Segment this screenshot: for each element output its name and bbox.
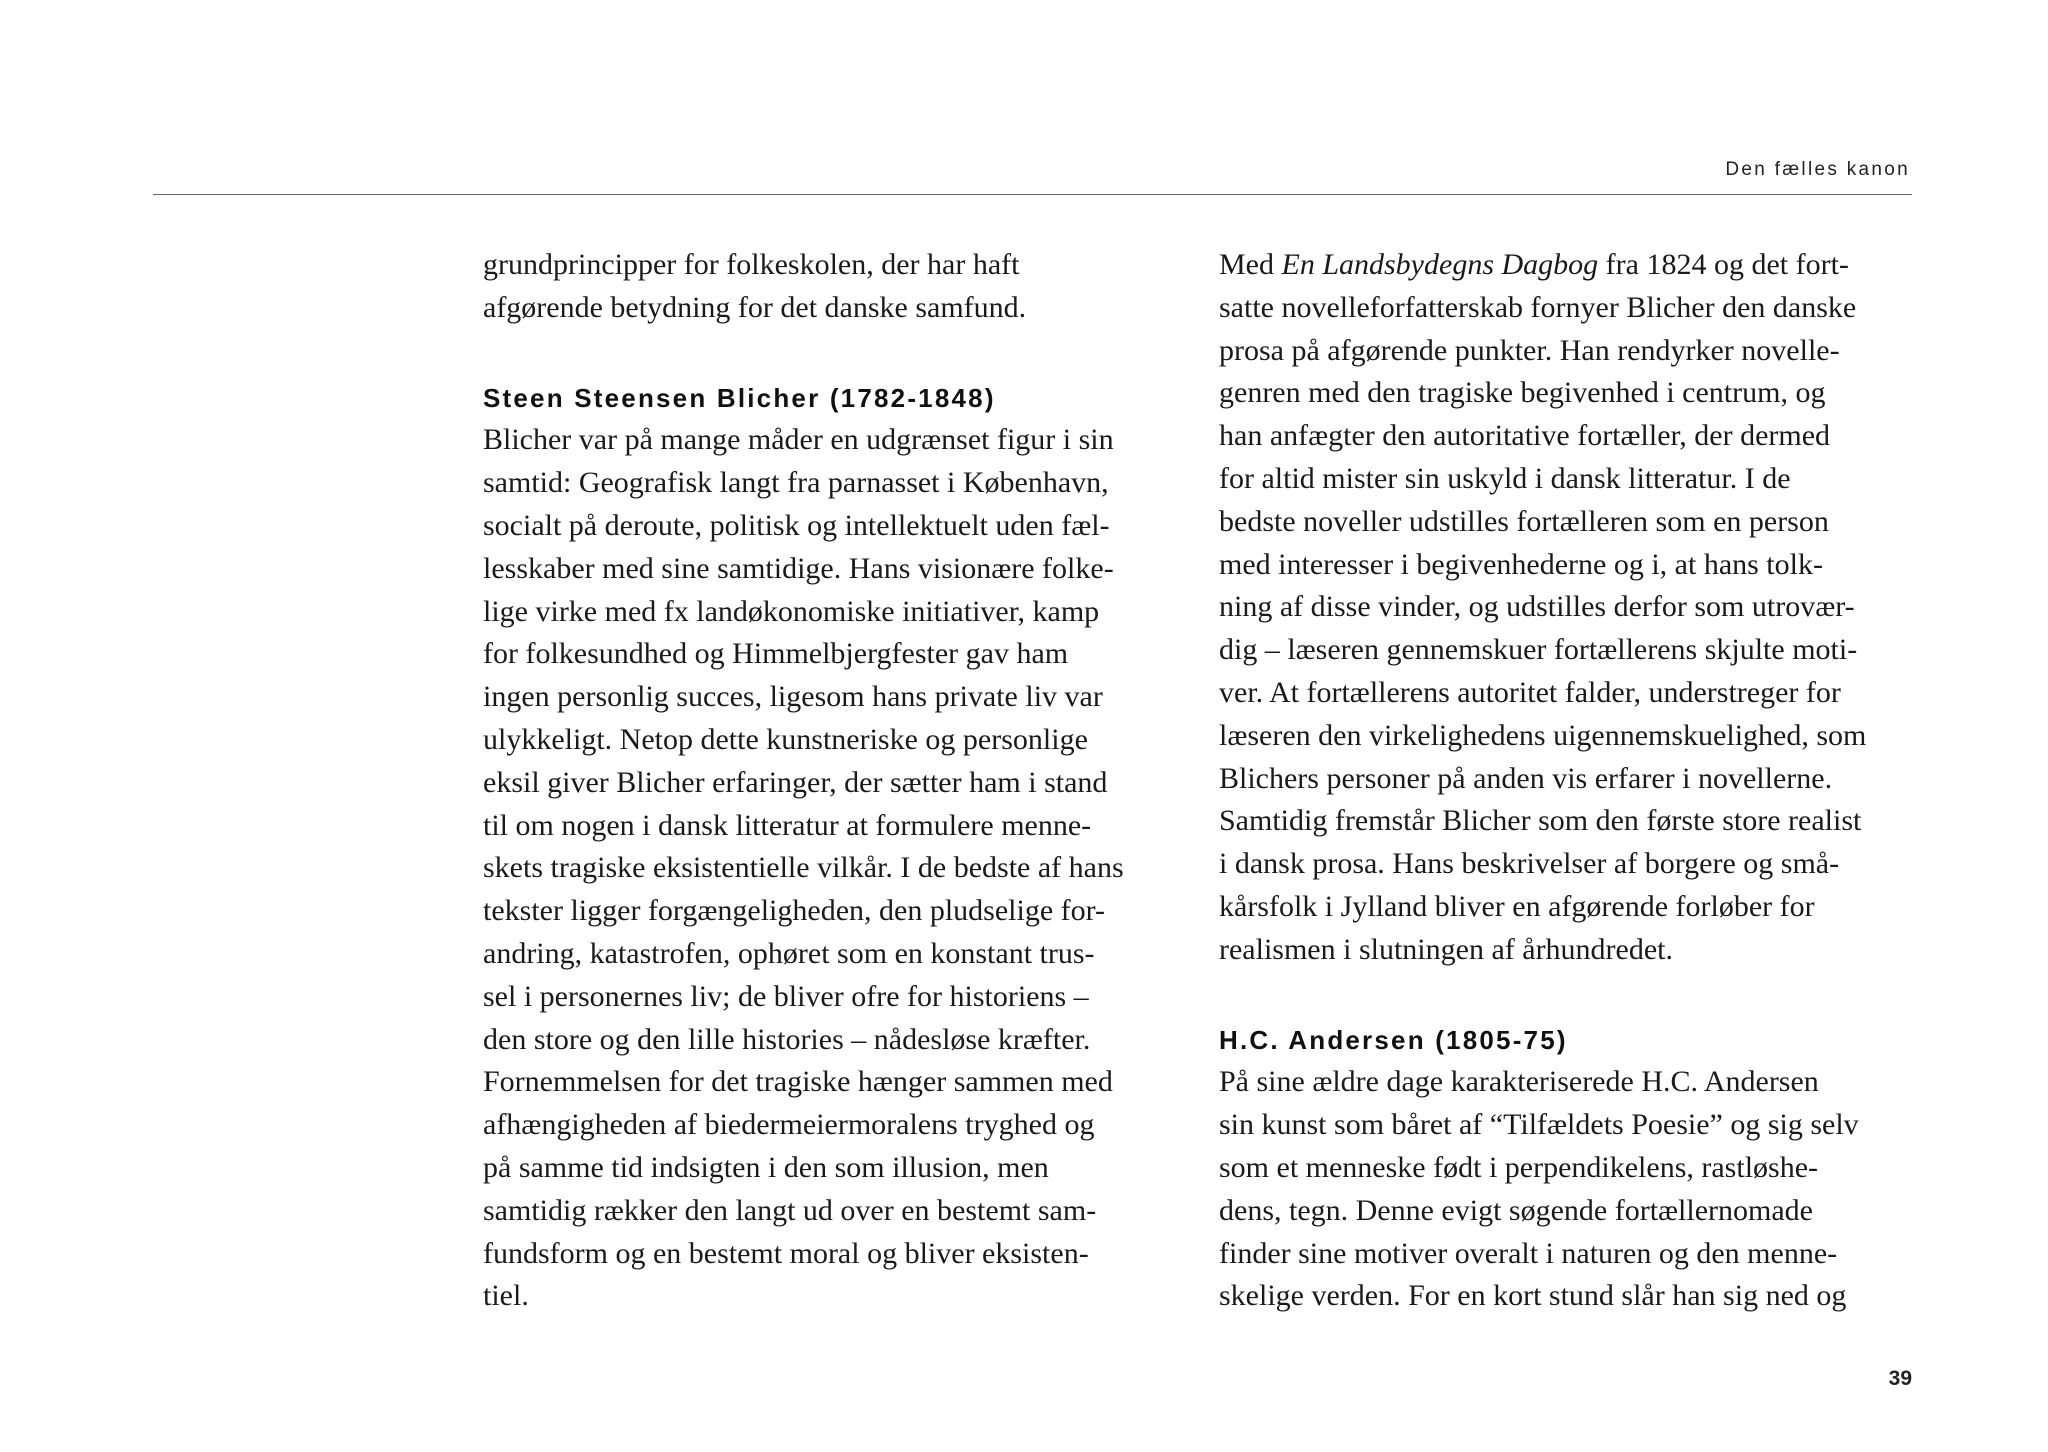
text-line: Fornemmelsen for det tragiske hænger sammen med: [483, 1065, 1113, 1099]
text-line: satte novelleforfatterskab fornyer Blicher den danske: [1219, 290, 1857, 324]
section-heading-blicher: Steen Steensen Blicher (1782-1848): [483, 382, 996, 413]
text-line: grundprincipper for folkeskolen, der har haft: [483, 248, 1020, 281]
text-line: andring, katastrofen, ophøret som en konstant trus-: [483, 936, 1095, 970]
text-line-with-title: [1219, 244, 1939, 287]
text-line: eksil giver Blicher erfaringer, der sætter ham i stand: [483, 765, 1108, 799]
text-line: skelige verden. For en kort stund slår han sig ned og: [1219, 1279, 1847, 1313]
text-line: På sine ældre dage karakteriserede H.C. Andersen: [1219, 1065, 1819, 1099]
text-line: læseren den virkelighedens uigennemskuelighed, som: [1219, 718, 1867, 752]
text-line: finder sine motiver overalt i naturen og den menne-: [1219, 1236, 1838, 1270]
text-fragment: Med: [1219, 248, 1282, 281]
text-line: tiel.: [483, 1279, 529, 1313]
text-line: fundsform og en bestemt moral og bliver eksisten-: [483, 1236, 1089, 1270]
text-line: lige virke med fx landøkonomiske initiativer, kamp: [483, 594, 1100, 628]
text-line: samtid: Geografisk langt fra parnasset i København,: [483, 466, 1109, 500]
text-line: prosa på afgørende punkter. Han rendyrker novelle-: [1219, 333, 1840, 367]
book-title: En Landsbydegns Dagbog: [1281, 248, 1599, 281]
andersen-paragraph: [1219, 1061, 1939, 1318]
text-line: Blichers personer på anden vis erfarer i novellerne.: [1219, 761, 1833, 795]
text-line: ulykkeligt. Netop dette kunstneriske og personlige: [483, 722, 1088, 756]
text-line: Samtidig fremstår Blicher som den første store realist: [1219, 804, 1862, 838]
text-fragment: fra 1824 og det fort-: [1598, 248, 1849, 281]
header-rule: [153, 194, 1912, 195]
intro-paragraph: [483, 244, 1203, 330]
section-heading-andersen: H.C. Andersen (1805-75): [1219, 1024, 1568, 1055]
text-line: socialt på deroute, politisk og intellektuelt uden fæl-: [483, 508, 1110, 542]
text-line: som et menneske født i perpendikelens, rastløshe-: [1219, 1150, 1819, 1184]
text-line: sin kunst som båret af “Tilfældets Poesie” og sig selv: [1219, 1108, 1859, 1142]
text-line: for folkesundhed og Himmelbjergfester gav ham: [483, 637, 1069, 671]
page-number: 39: [1888, 1367, 1912, 1390]
text-line: skets tragiske eksistentielle vilkår. I de bedste af hans: [483, 851, 1124, 885]
text-line: for altid mister sin uskyld i dansk litteratur. I de: [1219, 461, 1791, 495]
text-line: ning af disse vinder, og udstilles derfor som utrovær-: [1219, 590, 1855, 624]
section-gap: [483, 330, 1203, 377]
text-line: samtidig rækker den langt ud over en bestemt sam-: [483, 1193, 1097, 1227]
text-line: afhængigheden af biedermeiermoralens tryghed og: [483, 1108, 1095, 1142]
text-line: ingen personlig succes, ligesom hans private liv var: [483, 680, 1103, 714]
text-line: genren med den tragiske begivenhed i centrum, og: [1219, 376, 1826, 410]
text-line: lesskaber med sine samtidige. Hans visionære folke-: [483, 551, 1114, 585]
text-line: på samme tid indsigten i den som illusion, men: [483, 1150, 1049, 1184]
running-head-title: Den fælles kanon: [1725, 159, 1910, 180]
blicher-paragraph: [483, 419, 1203, 1318]
right-column: [1219, 244, 1939, 1318]
text-line: tekster ligger forgængeligheden, den pludselige for-: [483, 894, 1106, 928]
text-line: realismen i slutningen af århundredet.: [1219, 932, 1674, 966]
text-line: bedste noveller udstilles fortælleren som en person: [1219, 504, 1829, 538]
text-line: i dansk prosa. Hans beskrivelser af borgere og små-: [1219, 847, 1840, 881]
text-line: med interesser i begivenhederne og i, at hans tolk-: [1219, 547, 1823, 581]
text-line: dig – læseren gennemskuer fortællerens skjulte moti-: [1219, 633, 1858, 667]
text-line: dens, tegn. Denne evigt søgende fortællernomade: [1219, 1193, 1813, 1227]
text-line: afgørende betydning for det danske samfund.: [483, 290, 1027, 324]
text-line: den store og den lille histories – nådesløse kræfter.: [483, 1022, 1091, 1056]
text-line: kårsfolk i Jylland bliver en afgørende forløber for: [1219, 889, 1815, 923]
text-line: han anfægter den autoritative fortæller, der dermed: [1219, 419, 1831, 453]
section-gap: [1219, 972, 1939, 1019]
text-line: til om nogen i dansk litteratur at formulere menne-: [483, 808, 1092, 842]
blicher-continued-paragraph: [1219, 244, 1939, 972]
left-column: [483, 244, 1203, 1318]
text-line: sel i personernes liv; de bliver ofre for historiens –: [483, 979, 1089, 1013]
text-line: ver. At fortællerens autoritet falder, understreger for: [1219, 675, 1841, 709]
text-line: Blicher var på mange måder en udgrænset figur i sin: [483, 423, 1114, 457]
